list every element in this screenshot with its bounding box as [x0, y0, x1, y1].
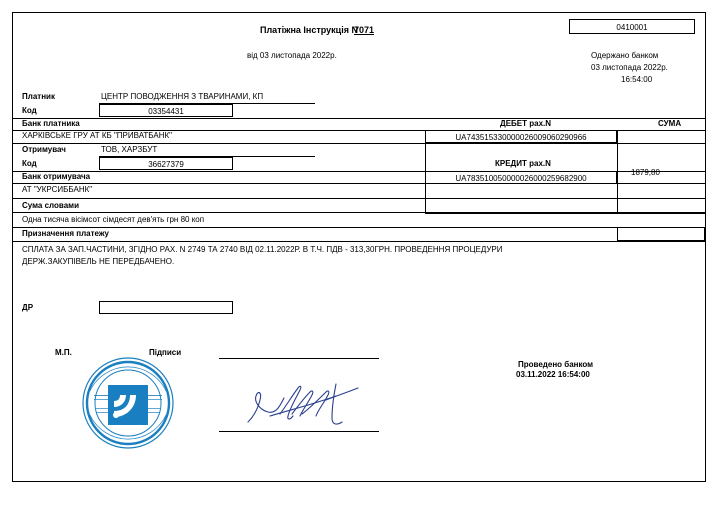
processed-by-bank-label: Проведено банком: [518, 360, 594, 369]
received-date: 03 листопада 2022р.: [591, 63, 668, 72]
payer-bank-name: ХАРКІВСЬКЕ ГРУ АТ КБ "ПРИВАТБАНК": [22, 131, 172, 140]
received-time: 16:54:00: [621, 75, 653, 84]
payer-label: Платник: [22, 92, 55, 101]
stamp-label: М.П.: [55, 348, 72, 357]
divider-3: [13, 143, 705, 144]
sum-label: СУМА: [658, 119, 682, 128]
credit-account-box: [425, 171, 617, 184]
receiver-label: Отримувач: [22, 145, 66, 154]
amount-words-value: Одна тисяча вісімсот сімдесят дев'ять грн 80 коп: [22, 215, 205, 224]
receiver-bank-label: Банк отримувача: [22, 172, 91, 181]
divider-6: [13, 198, 705, 199]
receiver-code-box: [99, 157, 233, 170]
payer-code-box: [99, 104, 233, 117]
payer-bank-label: Банк платника: [22, 119, 80, 128]
credit-account-label: КРЕДИТ рах.N: [495, 159, 551, 168]
dr-label: ДР: [22, 303, 34, 312]
purpose-text-line-2: ДЕРЖ.ЗАКУПІВЕЛЬ НЕ ПЕРЕДБАЧЕНО.: [22, 257, 175, 266]
purpose-code-box: [617, 227, 705, 241]
signatures-label: Підписи: [149, 348, 182, 357]
company-seal-icon: [80, 355, 176, 451]
accounts-left-divider: [425, 130, 426, 214]
debit-account-box: [425, 130, 617, 143]
dr-value: [100, 302, 232, 304]
accounts-bottom-border: [425, 213, 705, 214]
purpose-text-line-1: СПЛАТА ЗА ЗАП.ЧАСТИНИ, ЗГІДНО РАХ. N 2749 ТА 2740 ВІД 02.11.2022Р. В Т.Ч. ПДВ - 313,30ГРН. ПРОВЕДЕННЯ ПРОЦЕДУРИ: [22, 245, 503, 254]
sum-value: 1879,80: [631, 168, 660, 177]
purpose-label: Призначення платежу: [22, 229, 110, 238]
document-number: 7071: [354, 25, 375, 35]
processed-by-bank-value: 03.11.2022 16:54:00: [516, 370, 590, 379]
form-code-value: 0410001: [616, 23, 648, 32]
debit-account-label: ДЕБЕТ рах.N: [500, 119, 552, 128]
divider-1: [13, 118, 705, 119]
payer-name: ЦЕНТР ПОВОДЖЕННЯ З ТВАРИНАМИ, КП: [101, 92, 264, 101]
received-by-bank-label: Одержано банком: [591, 51, 659, 60]
divider-8: [13, 227, 705, 228]
sum-column-divider: [617, 130, 618, 214]
credit-account-value: UA783510050000026000259682900: [455, 174, 587, 183]
divider-7: [13, 212, 705, 213]
payer-code-value: 03354431: [148, 107, 184, 116]
debit-account-value: UA743515330000026009060290966: [455, 133, 587, 142]
receiver-code-label: Код: [22, 159, 37, 168]
handwritten-signature: [240, 370, 380, 440]
divider-9: [13, 241, 705, 242]
form-code-box: [569, 19, 695, 34]
receiver-name: ТОВ, ХАРЗБУТ: [101, 145, 158, 154]
payer-code-label: Код: [22, 106, 37, 115]
receiver-code-value: 36627379: [148, 160, 184, 169]
document-title: Платіжна Інструкція N: [260, 25, 358, 35]
receiver-bank-name: АТ "УКРСИББАНК": [22, 185, 93, 194]
signature-line-1: [219, 358, 379, 359]
accounts-top-border: [425, 130, 705, 131]
document-date: від 03 листопада 2022р.: [247, 51, 337, 60]
dr-value-box: [99, 301, 233, 314]
amount-words-label: Сума словами: [22, 201, 80, 210]
